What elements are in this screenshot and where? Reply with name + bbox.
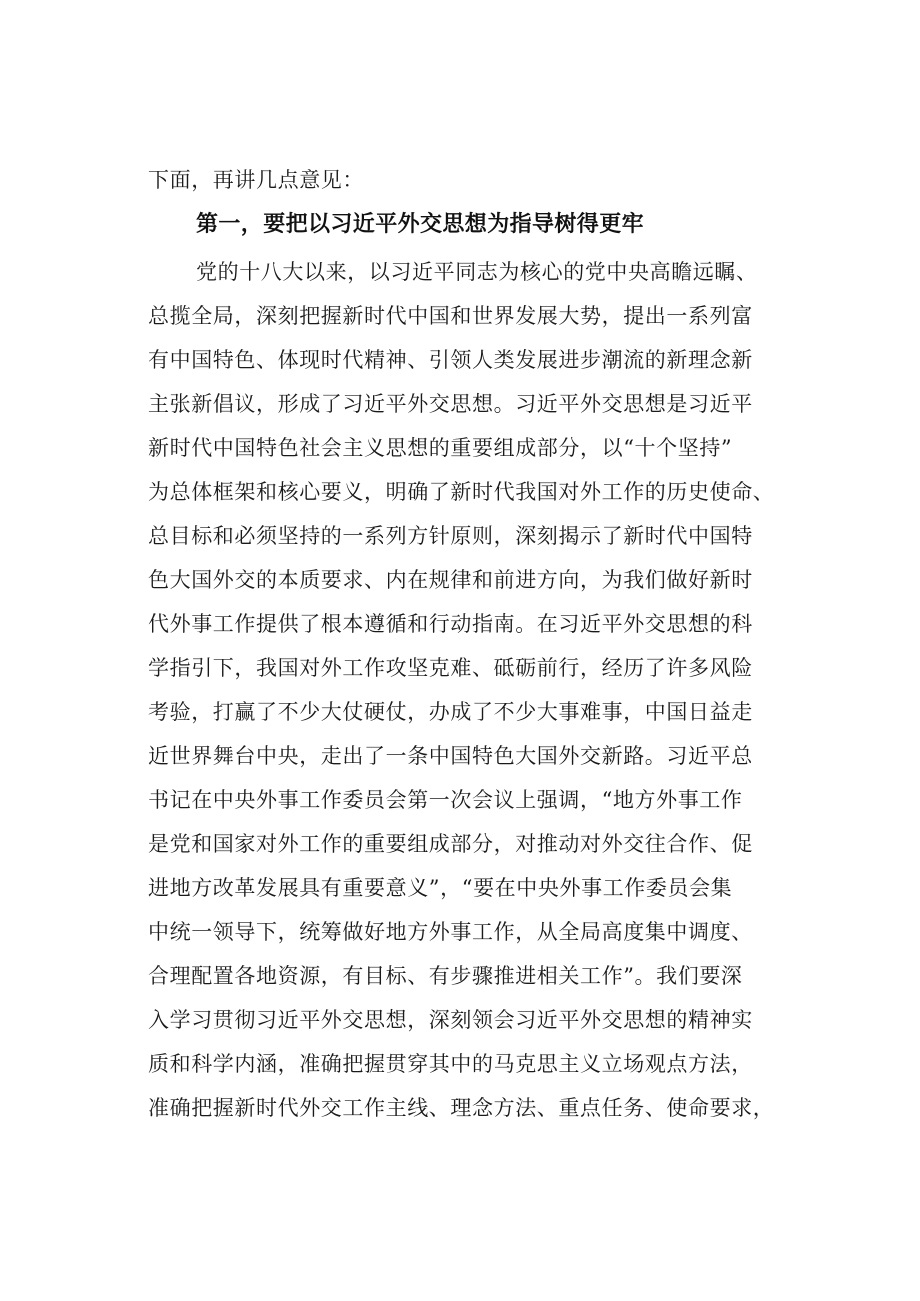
paragraph-line: 新时代中国特色社会主义思想的重要组成部分，以“十个坚持”	[148, 436, 733, 460]
paragraph-line: 代外事工作提供了根本遵循和行动指南。在习近平外交思想的科	[148, 612, 753, 636]
paragraph-line: 为总体框架和核心要义，明确了新时代我国对外工作的历史使命、	[148, 480, 775, 504]
intro-text: 下面，再讲几点意见：	[148, 168, 364, 192]
paragraph-line: 总目标和必须坚持的一系列方针原则，深刻揭示了新时代中国特	[148, 524, 753, 548]
paragraph-line: 书记在中央外事工作委员会第一次会议上强调，“地方外事工作	[148, 788, 743, 812]
paragraph-line: 质和科学内涵，准确把握贯穿其中的马克思主义立场观点方法，	[148, 1052, 753, 1076]
paragraph-line: 总揽全局，深刻把握新时代中国和世界发展大势，提出一系列富	[148, 304, 753, 328]
paragraph-line: 考验，打赢了不少大仗硬仗，办成了不少大事难事，中国日益走	[148, 700, 753, 724]
paragraph-line: 是党和国家对外工作的重要组成部分，对推动对外交往合作、促	[148, 832, 753, 856]
paragraph-line: 近世界舞台中央，走出了一条中国特色大国外交新路。习近平总	[148, 744, 753, 768]
paragraph-line: 合理配置各地资源，有目标、有步骤推进相关工作”。我们要深	[148, 964, 743, 988]
paragraph-line: 入学习贯彻习近平外交思想，深刻领会习近平外交思想的精神实	[148, 1008, 753, 1032]
paragraph-line: 色大国外交的本质要求、内在规律和前进方向，为我们做好新时	[148, 568, 753, 592]
paragraph-line: 党的十八大以来，以习近平同志为核心的党中央高瞻远瞩、	[196, 260, 758, 284]
paragraph-line: 中统一领导下，统筹做好地方外事工作，从全局高度集中调度、	[148, 920, 753, 944]
paragraph-line: 学指引下，我国对外工作攻坚克难、砥砺前行，经历了许多风险	[148, 656, 753, 680]
paragraph-line: 有中国特色、体现时代精神、引领人类发展进步潮流的新理念新	[148, 348, 753, 372]
paragraph-line: 准确把握新时代外交工作主线、理念方法、重点任务、使命要求，	[148, 1096, 775, 1120]
paragraph-line: 进地方改革发展具有重要意义”，“要在中央外事工作委员会集	[148, 876, 733, 900]
paragraph-line: 主张新倡议，形成了习近平外交思想。习近平外交思想是习近平	[148, 392, 753, 416]
section-heading: 第一，要把以习近平外交思想为指导树得更牢	[196, 212, 645, 237]
